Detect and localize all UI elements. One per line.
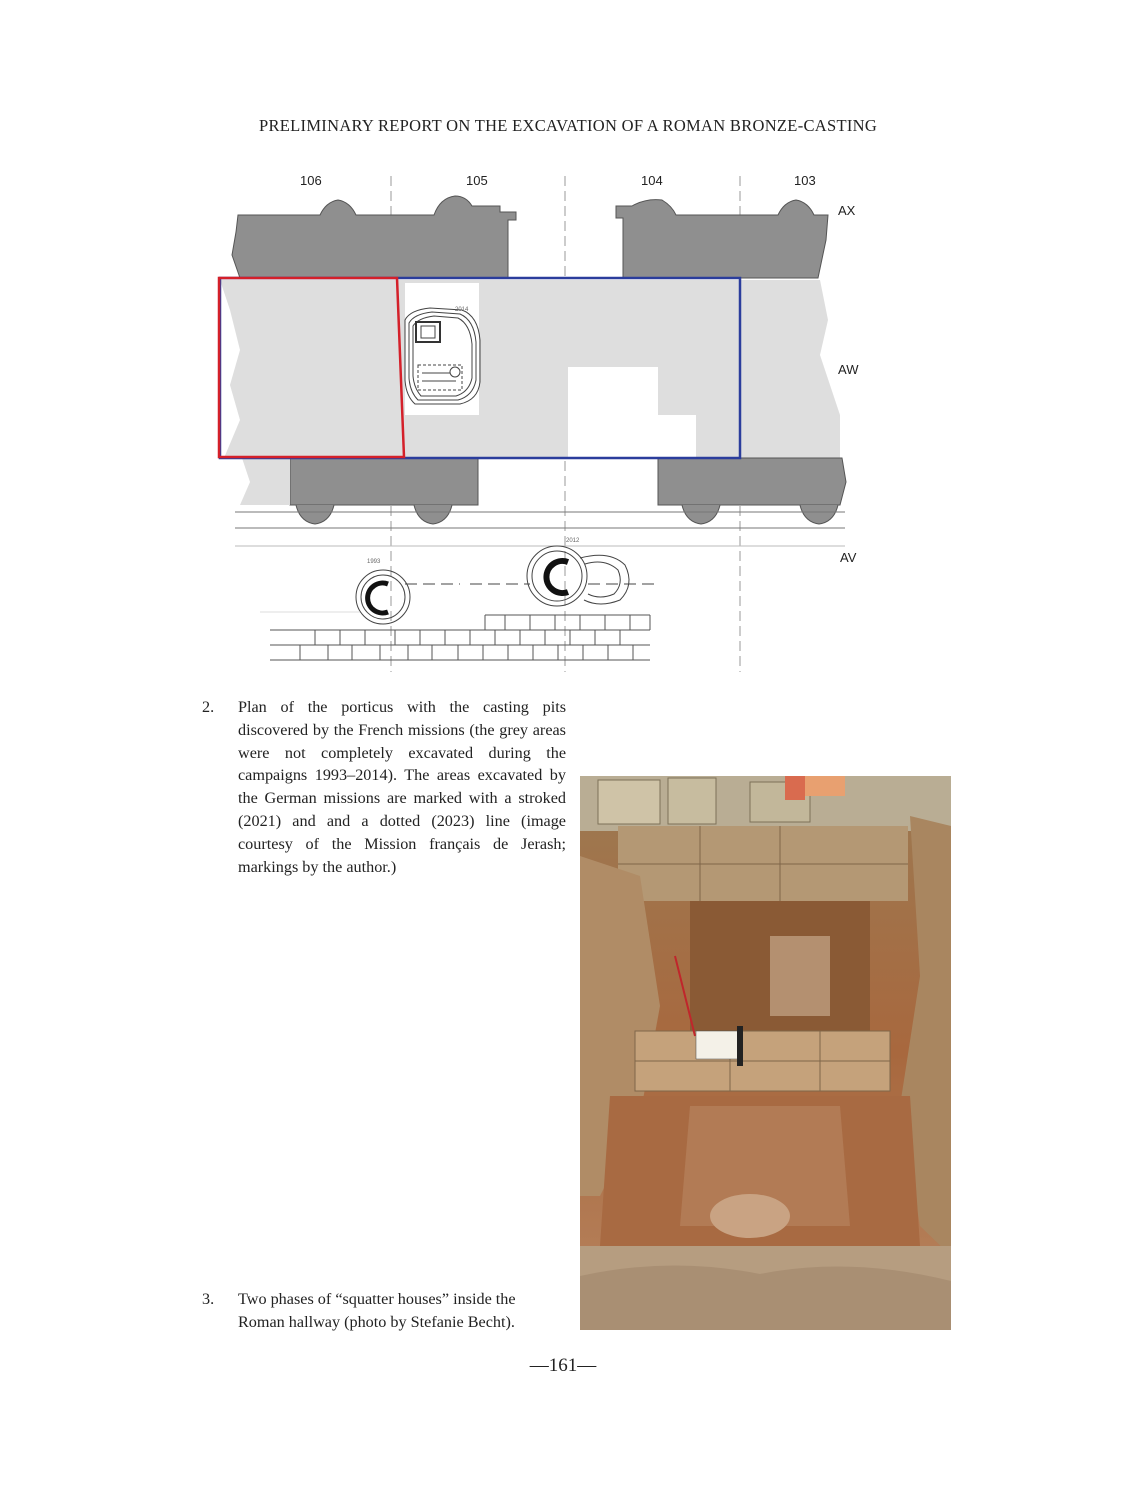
plan-drawing: [200, 160, 880, 680]
caption-number: 2.: [202, 698, 215, 716]
pit-label-2014: 2014: [455, 307, 469, 313]
caption-number: 3.: [202, 1290, 215, 1308]
figure-3-caption: [202, 1288, 568, 1338]
figure-2-caption: [202, 696, 568, 906]
column-label-106: 106: [300, 173, 322, 188]
row-label-aw: AW: [838, 362, 859, 377]
pit-label-2012: 2012: [566, 538, 580, 544]
column-label-105: 105: [466, 173, 488, 188]
figure-2-plan: [200, 160, 880, 680]
column-label-103: 103: [794, 173, 816, 188]
running-head: PRELIMINARY REPORT ON THE EXCAVATION OF A ROMAN BRONZE-CASTING: [259, 116, 878, 135]
row-label-av: AV: [840, 550, 857, 565]
figure-3-photo: [580, 776, 951, 1330]
caption-text: Plan of the porticus with the casting pits discovered by the French missions (the grey areas were not completely excavated during the campaigns 1993–2014). The areas excavated by the German missions are marked with a stroked (2021) and and a dotted (2023) line (image courtesy of the Mission français de Jerash; markings by the author.): [238, 698, 566, 876]
page-number: —161—: [529, 1355, 597, 1376]
pit-label-1993: 1993: [367, 559, 381, 565]
caption-text: Two phases of “squatter houses” inside the Roman hallway (photo by Stefanie Becht).: [238, 1290, 516, 1331]
row-label-ax: AX: [838, 203, 856, 218]
column-label-104: 104: [641, 173, 663, 188]
